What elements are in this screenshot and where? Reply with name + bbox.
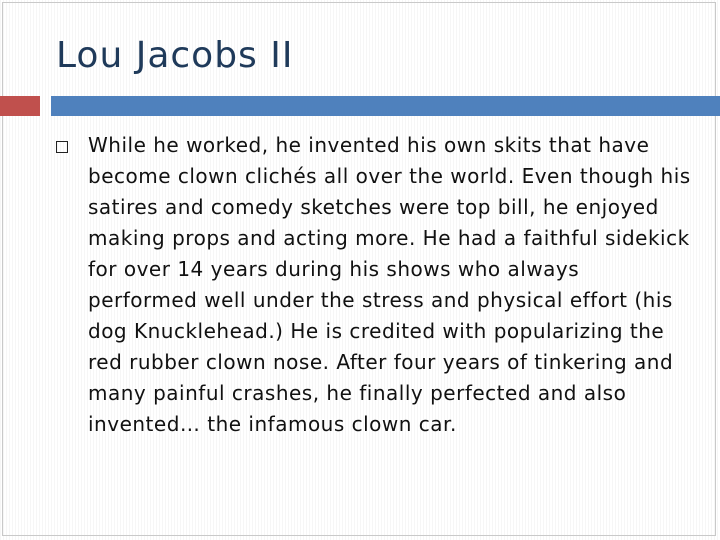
slide-title: Lou Jacobs II	[56, 35, 294, 76]
title-accent-bar-blue	[51, 96, 720, 116]
bullet-text: While he worked, he invented his own skits that have become clown clichés all over the world. Even though his satires and comedy sketches were top bill, he enjoyed making props and acting more. He had a faithful sidekick for over 14 years during his shows who always performed well under the stress and physical effort (his dog Knucklehead.) He is credited with popularizing the red rubber clown nose. After four years of tinkering and many painful crashes, he finally perfected and also invented… the infamous clown car.	[88, 133, 691, 436]
title-accent-bar-red	[0, 96, 40, 116]
square-outline-icon	[56, 141, 68, 153]
